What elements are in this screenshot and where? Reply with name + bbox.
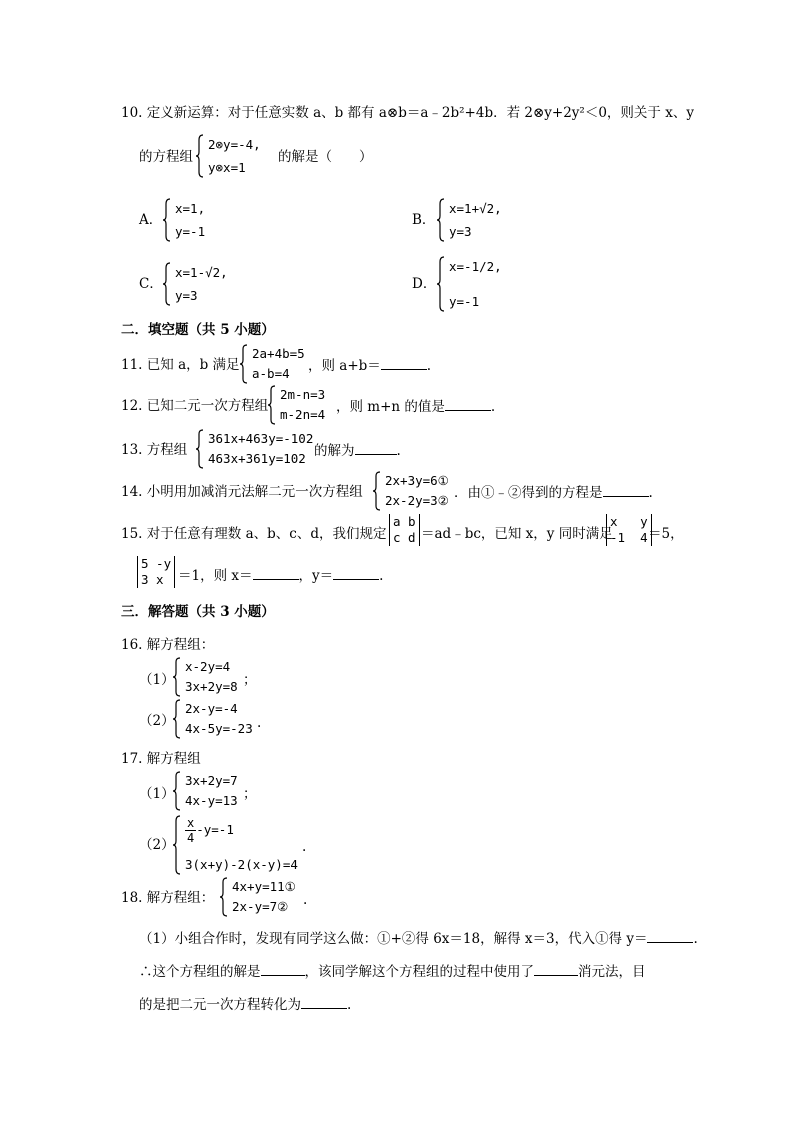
q11-suffix: ，则 a+b＝ . [308,358,432,374]
q12-eq2: m-2n=4 [280,407,326,422]
q16-p2-eq1: 2x-y=-4 [185,701,238,716]
q17-p2-eq1-rest: -y=-1 [196,822,234,837]
q14-stem: 小明用加减消元法解二元一次方程组 [146,484,363,500]
fraction-numerator: x [187,816,195,830]
brace-icon [163,262,171,306]
q17-p1-eq2: 4x-y=13 [185,793,238,808]
q11-number: 11. [121,357,143,373]
brace-icon [240,344,248,384]
q17-stem: 解方程组 [146,751,201,767]
brace-icon [173,771,181,811]
brace-icon [268,385,276,425]
q14-answer-blank[interactable] [603,483,649,497]
option-a-label: A． [139,212,163,228]
option-d-eq2: y=-1 [449,294,480,309]
option-b-eq2: y=3 [449,224,472,239]
q16-number: 16. [121,637,143,653]
q15-definition-determinant [389,514,420,546]
q14-eq1: 2x+3y=6① [385,473,449,488]
q17-p1-label: （1） [139,786,175,802]
option-a-eq2: y=-1 [175,224,206,239]
q17-p2-label: （2） [139,837,175,853]
brace-icon [196,134,204,178]
q18-line1: （1）小组合作时，发现有同学这么做：①+②得 6x＝18，解得 x＝3，代入①得 y＝ . [139,931,698,947]
q13-answer-blank[interactable] [355,441,397,455]
brace-icon [196,429,204,469]
q18-method-blank[interactable] [534,962,578,976]
q12-eq1: 2m-n=3 [280,387,326,402]
q18-line2 [139,962,646,981]
q13-eq1: 361x+463y=-102 [208,431,314,446]
q10-eq1: 2⊗y=-4, [208,137,261,152]
q10-line2-prefix: 的方程组 [139,149,193,165]
q18-line2-text-c: 消元法，目 [578,964,646,980]
brace-icon [173,657,181,697]
q18-y-blank[interactable] [647,929,693,943]
q15-eq-five: ＝5， [648,526,684,542]
q16-title [121,636,214,654]
q18-end: . [303,892,308,908]
q17-title [121,750,201,768]
q17-p2-end: . [302,839,307,855]
q11-post-text: ，则 a+b＝ [308,358,381,374]
q17-p1-end: ； [243,786,257,802]
q13-number: 13. [121,442,143,458]
option-c-eq2: y=3 [175,288,198,303]
brace-icon [437,256,445,312]
q11-answer-blank[interactable] [381,356,427,370]
q10-line2-suffix: 的解是（ ） [278,149,373,165]
q16-p1-eq1: x-2y=4 [185,659,231,674]
q18-line1-text: （1）小组合作时，发现有同学这么做：①+②得 6x＝18，解得 x＝3，代入①得 y＝ [139,931,648,947]
q14-number: 14. [121,484,143,500]
q18-eq1: 4x+y=11① [232,879,296,894]
q18-line3-text: 的是把二元一次方程转化为 [139,997,301,1013]
det-row: a b [393,514,416,529]
q15-x-blank[interactable] [253,566,299,580]
q15-y-text: ，y＝ [298,568,334,584]
q14-prefix [121,483,363,501]
q18-eq2: 2x-y=7② [232,899,289,914]
q15-number: 15. [121,526,143,542]
q12-stem: 已知二元一次方程组 [146,398,269,414]
q17-p2-eq2: 3(x+y)-2(x-y)=4 [185,857,298,872]
option-b-label: B． [412,212,436,228]
q12-prefix [121,397,268,415]
q13-suffix: 的解为 . [314,443,401,459]
q16-p1-label: （1） [139,672,175,688]
q18-line3: 的是把二元一次方程转化为 . [139,997,352,1013]
option-c-label: C． [139,276,163,292]
brace-icon [437,198,445,242]
brace-icon [220,877,228,917]
q13-prefix [121,441,187,459]
brace-icon [173,815,181,875]
det-row: c d [393,530,416,545]
q11-eq1: 2a+4b=5 [252,346,305,361]
fraction-x-over-4 [185,816,196,845]
section-fill-in-title: 二．填空题（共 5 小题） [121,322,275,338]
q13-post-text: 的解为 [314,443,355,459]
option-a-eq1: x=1, [175,201,206,216]
q15-y-blank[interactable] [333,566,379,580]
brace-icon [173,699,181,739]
q12-answer-blank[interactable] [445,397,491,411]
q15-middle: ＝ad﹣bc，已知 x，y 同时满足 [421,526,613,542]
q12-number: 12. [121,398,143,414]
q16-stem: 解方程组： [146,637,215,653]
fraction-denominator: 4 [187,831,195,845]
q18-title [121,889,214,907]
q10-eq2: y⊗x=1 [208,160,246,175]
q15-stem: 对于任意有理数 a、b、c、d，我们规定 [146,526,387,542]
q17-p2-eq1 [185,816,234,845]
q18-line2-text-a: ∴这个方程组的解是 [139,964,261,980]
q18-line2-text-b: ，该同学解这个方程组的过程中使用了 [304,964,534,980]
q16-p2-eq2: 4x-5y=-23 [185,721,253,736]
q18-solution-blank[interactable] [261,962,305,976]
q16-p2-label: （2） [139,713,175,729]
q18-purpose-blank[interactable] [301,995,347,1009]
option-d-label: D． [412,276,437,292]
q10-stem: 定义新运算：对于任意实数 a、b 都有 a⊗b＝a﹣2b²+4b．若 2⊗y+2y²＜0，则关于 x、y [146,105,694,121]
q11-prefix [121,356,240,374]
q15-determinant-xy [606,514,652,546]
det-row: -1 4 [610,530,648,545]
q13-stem: 方程组 [146,442,188,458]
q17-p1-eq1: 3x+2y=7 [185,773,238,788]
option-d-eq1: x=-1/2, [449,259,502,274]
det-row: x y [610,514,648,529]
q12-suffix: ，则 m+n 的值是 . [336,399,496,415]
q16-p1-eq2: 3x+2y=8 [185,679,238,694]
q16-p1-end: ； [243,672,257,688]
det-row: 3 x [141,572,164,587]
q13-eq2: 463x+361y=102 [208,451,306,466]
option-c-eq1: x=1-√2, [175,265,228,280]
q10-number: 10. [121,105,143,121]
q15-post-text: ＝1，则 x＝ [178,568,253,584]
brace-icon [163,198,171,242]
q18-stem: 解方程组： [146,890,215,906]
brace-icon [373,471,381,511]
section-answer-title: 三．解答题（共 3 小题） [121,604,275,620]
q17-number: 17. [121,751,143,767]
q14-post-text: ．由①﹣②得到的方程是 [454,485,603,501]
q15-line2: ＝1，则 x＝ ，y＝ . [178,568,384,584]
q18-number: 18. [121,890,143,906]
q11-stem: 已知 a，b 满足 [146,357,240,373]
q12-post-text: ，则 m+n 的值是 [336,399,445,415]
q15-determinant-5y [137,556,175,588]
q11-eq2: a-b=4 [252,366,290,381]
q14-eq2: 2x-2y=3② [385,493,449,508]
q10-line1 [121,104,694,122]
option-b-eq1: x=1+√2, [449,201,502,216]
det-row: 5 -y [141,556,172,571]
q15-prefix [121,525,386,543]
q14-suffix: ．由①﹣②得到的方程是 . [454,485,653,501]
q16-p2-end: . [257,715,262,731]
